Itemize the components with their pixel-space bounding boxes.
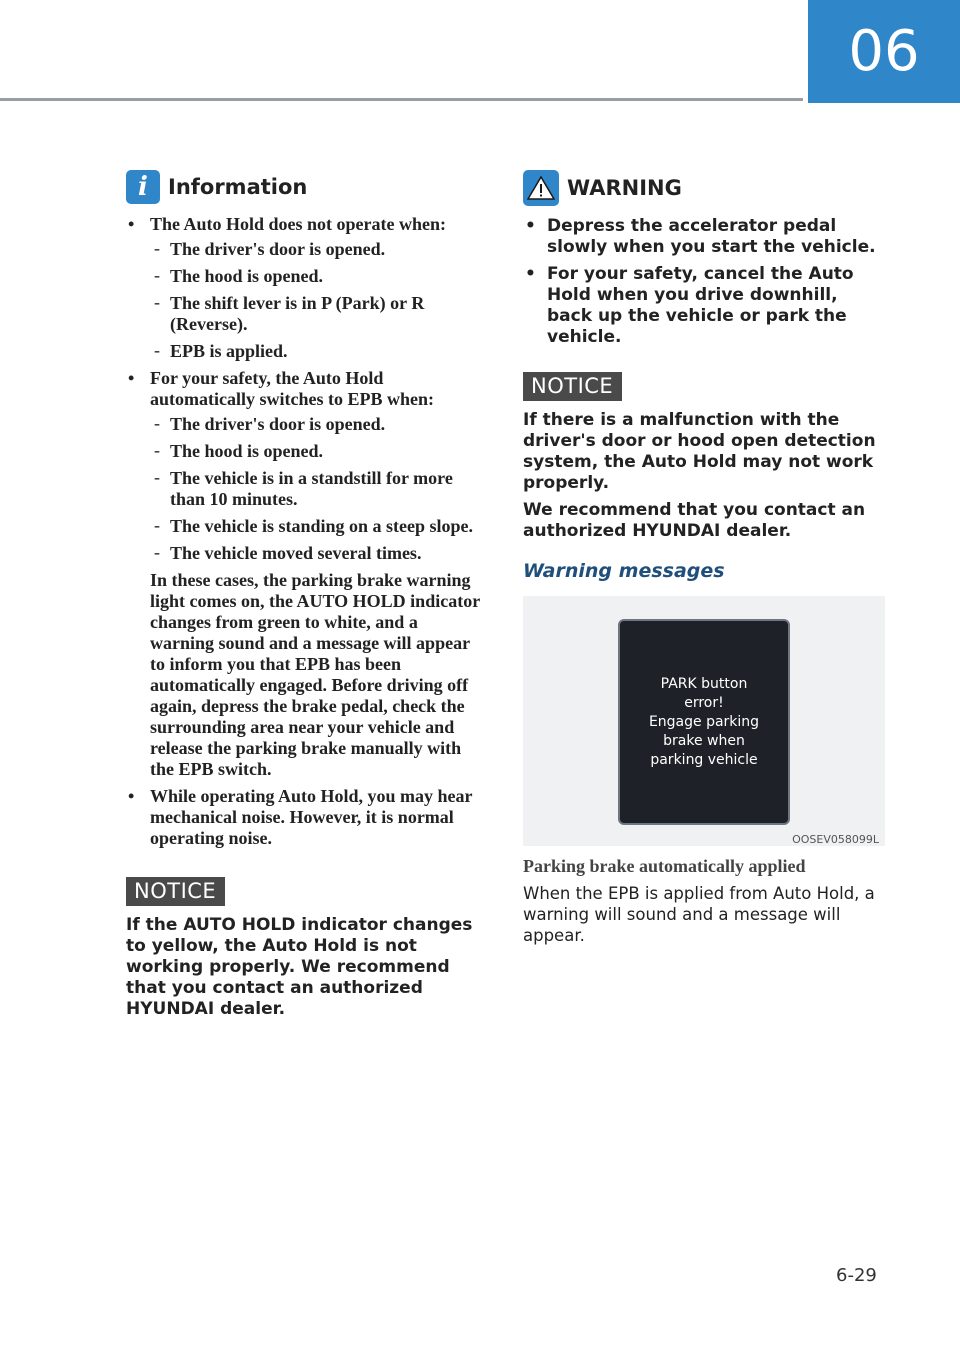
right-notice (523, 372, 887, 542)
left-notice (126, 877, 482, 1020)
figure-code: OOSEV058099L (792, 833, 879, 846)
list-item: - The shift lever is in P (Park) or R (Reverse). (150, 293, 482, 335)
notice-badge: NOTICE (523, 372, 622, 401)
chapter-tab (808, 0, 960, 103)
info-bullet-1 (126, 214, 482, 362)
warning-header (523, 170, 887, 206)
list-item: - The hood is opened. (150, 266, 482, 287)
display-line: PARK button (660, 675, 748, 692)
body-text: When the EPB is applied from Auto Hold, a warning will sound and a message will appear. (523, 884, 875, 945)
header-rule (0, 98, 803, 101)
list-item: - The vehicle moved several times. (150, 543, 482, 564)
info-icon: i (126, 170, 160, 204)
info-bullet-2 (126, 368, 482, 780)
warning-list (523, 216, 887, 348)
list-item: - The vehicle is standing on a steep slope. (150, 516, 482, 537)
list-item: - EPB is applied. (150, 341, 482, 362)
information-title: Information (168, 175, 308, 199)
list-item: - The driver's door is opened. (150, 414, 482, 435)
display-line: Engage parking (648, 713, 760, 730)
section-heading: Warning messages (523, 560, 725, 582)
information-header (126, 170, 482, 204)
chapter-number: 06 (848, 19, 920, 84)
info-bullet-1-sublist (150, 239, 482, 362)
left-column (126, 170, 482, 1020)
right-column (523, 170, 887, 946)
info-bullet-2-sublist (150, 414, 482, 564)
figure-caption: Parking brake automatically applied (523, 856, 806, 876)
information-list (126, 214, 482, 849)
info-bullet-1-text: The Auto Hold does not operate when: (150, 214, 447, 234)
notice-text-1: If there is a malfunction with the driver's door or hood open detection system, the Auto Hold may not work properly. (523, 410, 876, 493)
list-item: - The hood is opened. (150, 441, 482, 462)
warning-title: WARNING (567, 176, 682, 200)
page-number: 6-29 (836, 1265, 877, 1286)
display-line: error! (684, 694, 724, 711)
info-bullet-2-paragraph: In these cases, the parking brake warning light comes on, the AUTO HOLD indicator changes from green to white, and a warning sound and a message will appear to inform you that EPB has been automatically engaged. Before driving off again, depress the brake pedal, check the surrounding area near your vehicle and release the parking brake manually with the EPB switch. (150, 570, 480, 779)
info-bullet-3: • While operating Auto Hold, you may hear mechanical noise. However, it is normal operating noise. (126, 786, 482, 849)
display-line: parking vehicle (650, 751, 758, 768)
notice-text-2: We recommend that you contact an authorized HYUNDAI dealer. (523, 500, 866, 541)
list-item: • Depress the accelerator pedal slowly when you start the vehicle. (523, 216, 887, 258)
warning-triangle-icon (523, 170, 559, 206)
cluster-display (618, 619, 790, 825)
list-item: • For your safety, cancel the Auto Hold when you drive downhill, back up the vehicle or park the vehicle. (523, 264, 887, 348)
info-bullet-2-text: For your safety, the Auto Hold automatically switches to EPB when: (150, 368, 434, 409)
warning-message-figure (523, 596, 885, 846)
list-item: - The driver's door is opened. (150, 239, 482, 260)
list-item: - The vehicle is in a standstill for more than 10 minutes. (150, 468, 482, 510)
display-line: brake when (663, 732, 745, 749)
notice-text: If the AUTO HOLD indicator changes to yellow, the Auto Hold is not working properly. We recommend that you contact an authorized HYUNDAI dealer. (126, 915, 473, 1019)
notice-badge: NOTICE (126, 877, 225, 906)
